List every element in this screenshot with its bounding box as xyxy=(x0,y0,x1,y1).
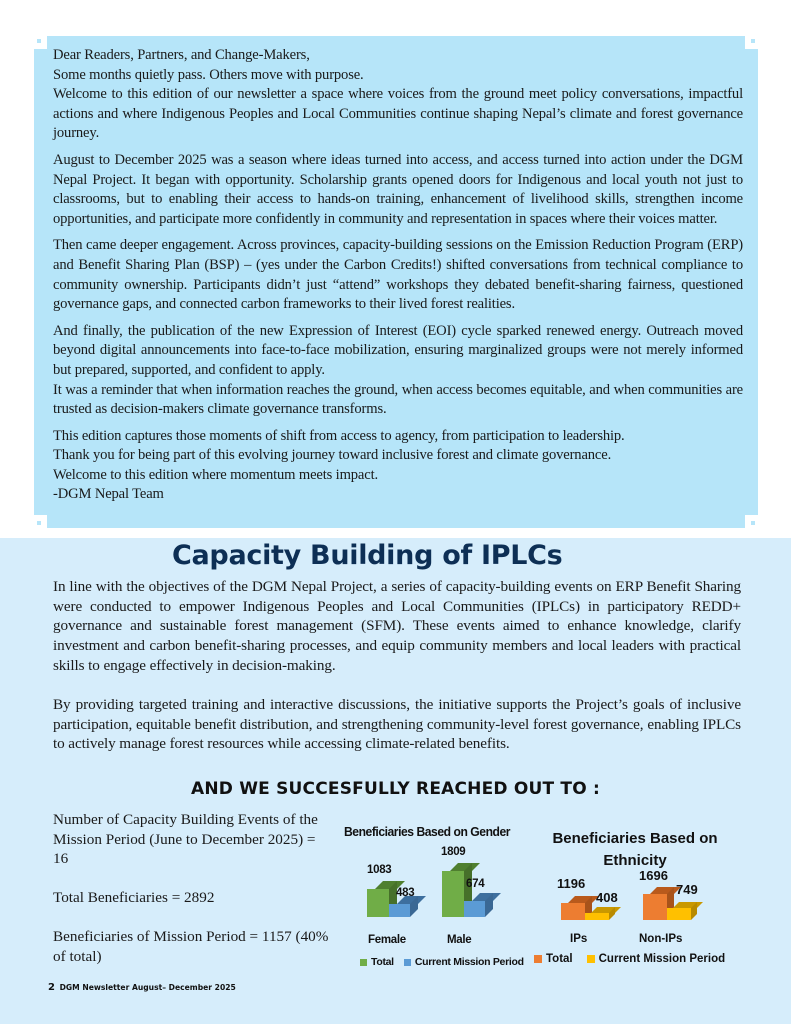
category-label: Non-IPs xyxy=(639,933,683,945)
letter-closing: Thank you for being part of this evolving journey toward inclusive forest and climate governance. xyxy=(53,447,612,464)
footer-text: DGM Newsletter August– December 2025 xyxy=(59,983,236,992)
legend-swatch-green xyxy=(360,959,367,966)
legend-item: Current Mission Period xyxy=(404,956,524,968)
bar-nonips-mission xyxy=(667,908,691,920)
chart-title: Beneficiaries Based on Ethnicity xyxy=(552,830,718,869)
corner-pixel xyxy=(37,521,41,525)
bar-ips-mission xyxy=(585,913,609,920)
value-label: 1196 xyxy=(557,876,586,891)
letter-salutation: Dear Readers, Partners, and Change-Makers, xyxy=(53,47,310,63)
intro-paragraph: By providing targeted training and interactive discussions, the initiative supports the Project’s goals of inclusive participation, equitable benefit distribution, and strengthening community-level forest governance, enabling IPLCs to actively manage forest resources while accessing climate-related benefits. xyxy=(53,696,741,753)
letter-intro-line: Some months quietly pass. Others move with purpose. xyxy=(53,66,364,83)
corner-pixel xyxy=(37,39,41,43)
category-label: Female xyxy=(368,934,406,946)
category-label: Male xyxy=(447,934,472,946)
value-label: 674 xyxy=(466,878,485,890)
chart-legend xyxy=(360,956,534,968)
bar-male-total xyxy=(442,871,464,917)
corner-pixel xyxy=(751,39,755,43)
letter-closing: This edition captures those moments of shift from access to agency, from participation to leadership. xyxy=(53,427,625,444)
letter-signature: -DGM Nepal Team xyxy=(53,486,164,503)
corner-pixel xyxy=(751,521,755,525)
value-label: 1083 xyxy=(367,864,392,876)
value-label: 408 xyxy=(596,890,618,905)
letter-paragraph: And finally, the publication of the new Expression of Interest (EOI) cycle sparked renewed energy. Outreach moved beyond digital announcements into face-to-face mobilization, ensuring marginalized groups were not merely informed but prepared, supported, and confident to apply. xyxy=(53,322,743,378)
bar-ips-total xyxy=(561,903,585,920)
letter-closing: Welcome to this edition where momentum meets impact. xyxy=(53,466,378,483)
value-label: 1809 xyxy=(441,846,466,858)
stat-mission-beneficiaries: Beneficiaries of Mission Period = 1157 (40% of total) xyxy=(53,928,329,965)
page-number: 2 xyxy=(48,982,55,993)
section-intro xyxy=(53,577,741,754)
stat-total-beneficiaries: Total Beneficiaries = 2892 xyxy=(53,889,215,907)
section-title: Capacity Building of IPLCs xyxy=(172,540,563,571)
bar-male-mission xyxy=(464,901,485,917)
value-label: 749 xyxy=(676,882,698,897)
gender-chart xyxy=(340,815,524,975)
intro-paragraph: In line with the objectives of the DGM Nepal Project, a series of capacity-building events on ERP Benefit Sharing were conducted to empower Indigenous Peoples and Local Communities (IPLCs) in participatory REDD+ governance and sustainable forest management (SFM). These events aimed to enhance knowledge, clarify investment and carbon benefit-sharing processes, and equip community members and local leaders with practical skills to engage effectively in decision-making. xyxy=(53,578,741,674)
letter-paragraph: August to December 2025 was a season where ideas turned into access, and access turned into action under the DGM Nepal Project. It began with opportunity. Scholarship grants opened doors for Indigenous and local youth not just to classrooms, but to enabling their access to hands-on training, enhancement of livelihood skills, strengthen income opportunities, and participate more confidently in community and representation in spaces where their voices matter. xyxy=(53,151,743,227)
value-label: 483 xyxy=(396,887,415,899)
legend-item: Total xyxy=(360,956,394,968)
chart-title: Beneficiaries Based on Gender xyxy=(344,824,511,839)
value-label: 1696 xyxy=(639,868,668,883)
editorial-letter-panel xyxy=(34,36,758,528)
ethnicity-chart xyxy=(530,820,740,975)
letter-paragraph: It was a reminder that when information reaches the ground, when access becomes equitable, and when communities are trusted as decision-makers climate governance transforms. xyxy=(53,381,743,418)
bar-female-total xyxy=(367,889,389,917)
page-footer xyxy=(48,982,236,993)
legend-item: Total xyxy=(534,953,573,965)
legend-swatch-blue xyxy=(404,959,411,966)
bar-female-mission xyxy=(389,904,410,917)
letter-welcome: Welcome to this edition of our newsletter a space where voices from the ground meet policy conversations, impactful actions and where Indigenous Peoples and Local Communities continue shaping Nepal’s climate and forest governance journey. xyxy=(53,86,743,142)
legend-swatch-orange xyxy=(534,955,542,963)
letter-paragraph: Then came deeper engagement. Across provinces, capacity-building sessions on the Emission Reduction Program (ERP) and Benefit Sharing Plan (BSP) – (yes under the Carbon Credits!) shifted conversations from technical compliance to community ownership. Participants didn’t just “attend” workshops they debated benefit-sharing fairness, questioned governance gaps, and connected carbon frameworks to their lived forest realities. xyxy=(53,237,743,313)
chart-legend xyxy=(534,953,735,965)
legend-item: Current Mission Period xyxy=(587,953,726,965)
category-label: IPs xyxy=(570,933,588,945)
stats-list xyxy=(53,810,333,967)
reach-heading: AND WE SUCCESFULLY REACHED OUT TO : xyxy=(191,779,600,799)
bar-nonips-total xyxy=(643,894,667,920)
letter-body xyxy=(53,46,743,505)
stat-events: Number of Capacity Building Events of the Mission Period (June to December 2025) = 16 xyxy=(53,811,318,868)
legend-swatch-yellow xyxy=(587,955,595,963)
